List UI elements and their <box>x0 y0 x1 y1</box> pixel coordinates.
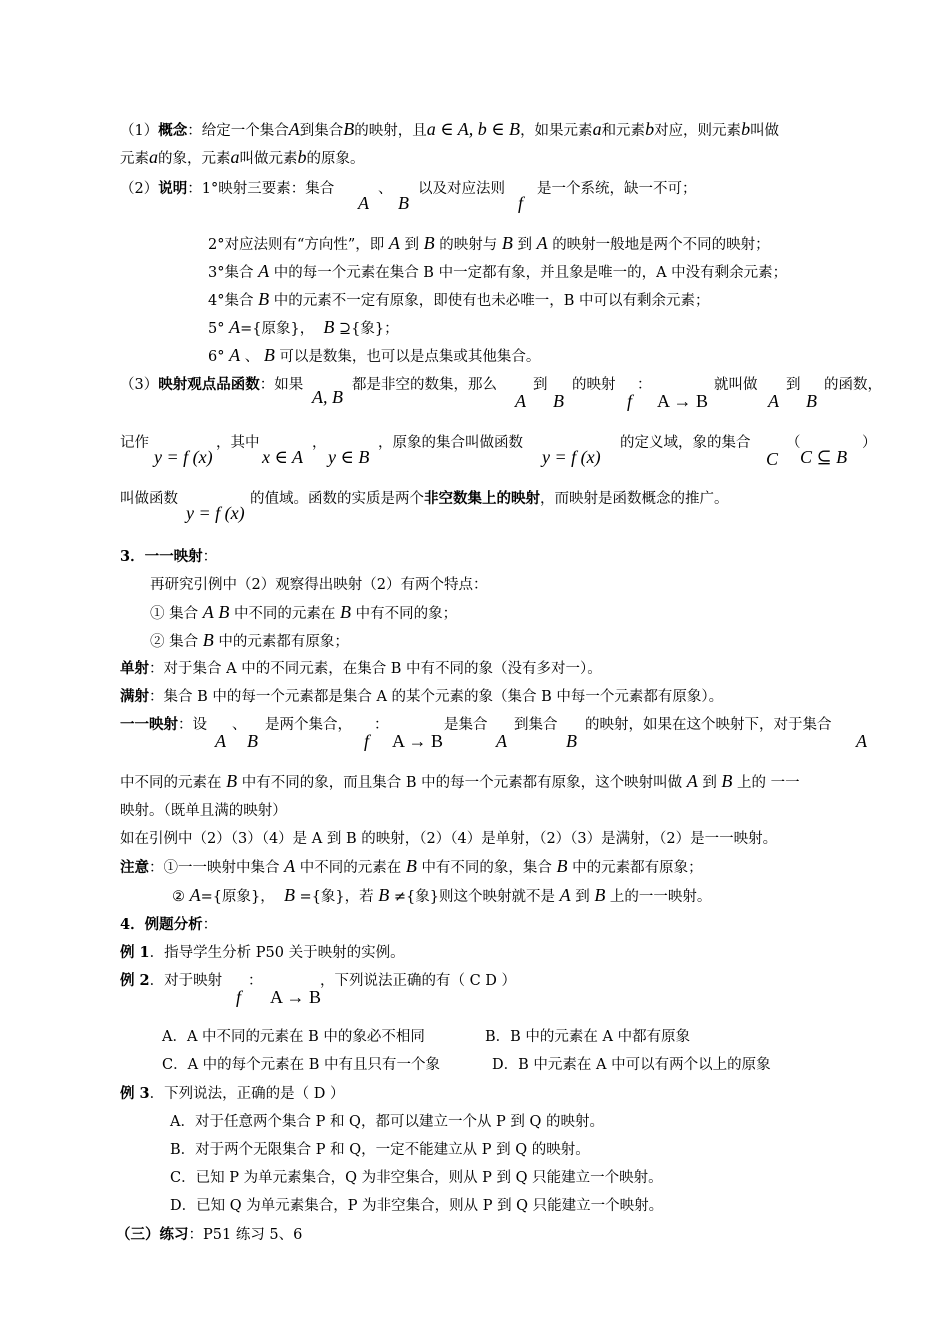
text: ， <box>312 435 327 451</box>
text: ： <box>637 377 652 393</box>
text: ={原象}， <box>200 889 275 905</box>
text: 上的 一一 <box>737 775 800 791</box>
text: ，如果元素 <box>520 123 593 139</box>
concept-line-1 <box>120 118 779 142</box>
text: ．下列说法，正确的是（ D ） <box>149 1086 345 1102</box>
text: 的映射，且 <box>354 123 427 139</box>
heading: 单射 <box>120 660 149 677</box>
explain-line-1 <box>120 178 334 200</box>
text: ：集合 B 中的每一个元素都是集合 A 的某个元素的象（集合 B 中每一个元素都有原象）。 <box>149 689 724 705</box>
text: ．对于映射 <box>149 973 223 989</box>
text: 、 <box>378 181 393 197</box>
math-A: A <box>288 119 300 139</box>
math-B: B <box>566 731 577 751</box>
label: （2） <box>120 181 159 197</box>
math-subset: C ⊆ B <box>800 447 848 467</box>
heading: 3．一一映射 <box>120 548 203 565</box>
text: ，下列说法正确的有（ C D ） <box>320 973 517 989</box>
math-B: B <box>501 233 513 253</box>
heading: 概念 <box>158 122 188 139</box>
explain-point-2 <box>208 232 770 256</box>
text: ，原象的集合叫做函数 <box>378 435 523 451</box>
math-B: B <box>258 289 270 309</box>
text: 的映射与 <box>439 237 498 253</box>
text: 的原象。 <box>306 151 365 167</box>
math-function: y = f (x) <box>542 447 601 467</box>
section-3-title <box>120 546 217 568</box>
math-B: B <box>263 345 275 365</box>
example-2-start <box>120 970 222 992</box>
text: ≠{象}则这个映射就不是 <box>393 889 555 905</box>
text: ： <box>202 549 218 565</box>
text: ：给定一个集合 <box>187 123 289 139</box>
text: 的映射 <box>572 377 616 393</box>
text: 到 <box>702 775 717 791</box>
text: 叫做函数 <box>120 491 178 507</box>
example-3 <box>120 1083 344 1105</box>
math-f: f <box>627 391 633 411</box>
heading: 4．例题分析 <box>120 916 203 933</box>
math-B: B <box>323 317 335 337</box>
text: 的映射一般地是两个不同的映射； <box>552 237 770 253</box>
option-D: D．B 中元素在 A 中可以有两个以上的原象 <box>492 1057 771 1073</box>
explain-point-4 <box>208 288 709 312</box>
math-A: A <box>856 731 867 751</box>
text: ={原象}， <box>240 321 315 337</box>
section-4-title <box>120 914 217 936</box>
text: 是两个集合， <box>265 717 352 733</box>
text: 叫做 <box>750 123 780 139</box>
math-B: B <box>283 885 295 905</box>
math-B: B <box>405 856 417 876</box>
math-domain-element: x ∈ A <box>262 447 303 467</box>
heading: 映射观点品函数 <box>158 376 260 393</box>
text: 中不同的元素在 <box>233 606 336 622</box>
injection-def <box>120 658 602 680</box>
math-B: B <box>806 391 817 411</box>
math-A: A <box>388 233 400 253</box>
text: 6° <box>208 349 225 365</box>
text: 的函数， <box>824 377 882 393</box>
text: 5° <box>208 321 225 337</box>
heading: 说明 <box>158 180 188 197</box>
text: 都是非空的数集，那么 <box>352 377 497 393</box>
math-B: B <box>247 731 258 751</box>
text: 上的一一映射。 <box>609 889 712 905</box>
text: 对应，则元素 <box>654 123 742 139</box>
text: 到 <box>533 377 548 393</box>
math-B: B <box>721 771 733 791</box>
heading: 一一映射 <box>120 716 178 733</box>
math-A: A <box>229 345 241 365</box>
text: ： <box>248 973 263 989</box>
math-B: B <box>218 602 230 622</box>
math-b: b <box>297 147 307 167</box>
text: 到 <box>575 889 590 905</box>
function-line-1-start <box>120 374 303 396</box>
text: 中的元素都有原象； <box>572 860 703 876</box>
text: 中有不同的象； <box>355 606 458 622</box>
math-A: A <box>189 885 201 905</box>
text: ⊇{象}； <box>339 321 399 337</box>
math-B: B <box>378 885 390 905</box>
text: ② 集合 <box>150 634 199 650</box>
text: 到 <box>404 237 420 253</box>
math-A: A <box>202 602 214 622</box>
math-A: A <box>515 391 526 411</box>
math-f: f <box>518 193 524 213</box>
math-C: C <box>766 449 779 469</box>
math-b: b <box>645 119 655 139</box>
math-mapping: A → B <box>270 987 322 1007</box>
math-A: A <box>536 233 548 253</box>
text: 就叫做 <box>714 377 758 393</box>
math-f: f <box>364 731 370 751</box>
heading: 注意 <box>120 859 149 876</box>
emphasis: 非空数集上的映射 <box>424 490 540 507</box>
text: ，而映射是函数概念的推广。 <box>540 491 729 507</box>
text: 可以是数集，也可以是点集或其他集合。 <box>279 349 541 365</box>
text: ② <box>172 889 185 905</box>
explain-point-5 <box>208 316 399 340</box>
text: 元素 <box>120 151 149 167</box>
text: ．指导学生分析 P50 关于映射的实例。 <box>149 945 405 961</box>
math-A: A <box>559 885 571 905</box>
text: 的定义域，象的集合 <box>620 435 751 451</box>
math-A: A <box>496 731 507 751</box>
text: 、 <box>232 717 247 733</box>
math-AB: A, B <box>312 387 343 407</box>
feature-2 <box>150 629 349 653</box>
text: ：1°映射三要素：集合 <box>187 181 335 197</box>
paragraph: 再研究引例中（2）观察得出映射（2）有两个特点： <box>150 577 488 593</box>
text: 中的元素不一定有原象，即使有也未必唯一，B 中可以有剩余元素； <box>273 293 710 309</box>
text: 4°集合 <box>208 293 254 309</box>
math-mapping: A → B <box>657 391 709 411</box>
text: 中不同的元素在 <box>299 860 402 876</box>
note-line-2 <box>172 884 711 908</box>
text: ： <box>374 717 389 733</box>
text: 3°集合 <box>208 265 254 281</box>
text: 中有不同的象，而且集合 B 中的每一个元素都有原象，这个映射叫做 <box>241 775 683 791</box>
heading: 例 2 <box>120 972 150 989</box>
option-A: A．A 中不同的元素在 B 中的象必不相同 <box>162 1029 425 1045</box>
math-B: B <box>202 630 214 650</box>
text: ：①一一映射中集合 <box>149 860 280 876</box>
math-a: a <box>592 119 602 139</box>
math-range-element: y ∈ B <box>328 447 370 467</box>
text: 中的元素都有原象； <box>218 634 349 650</box>
math-mapping: A → B <box>392 731 444 751</box>
math-condition: a ∈ A, b ∈ B <box>426 119 521 139</box>
text: 和元素 <box>601 123 646 139</box>
option-B: B．对于两个无限集合 P 和 Q，一定不能建立从 P 到 Q 的映射。 <box>170 1142 590 1158</box>
bijection-def-start <box>120 714 207 736</box>
text: ：对于集合 A 中的不同元素，在集合 B 中有不同的象（没有多对一）。 <box>149 661 602 677</box>
math-function: y = f (x) <box>154 447 213 467</box>
heading: 满射 <box>120 688 149 705</box>
text: ） <box>862 435 877 451</box>
math-B: B <box>398 193 409 213</box>
text: 以及对应法则 <box>418 181 505 197</box>
text: 、 <box>244 349 260 365</box>
label: （3） <box>120 377 159 393</box>
option-C: C．已知 P 为单元素集合，Q 为非空集合，则从 P 到 Q 只能建立一个映射。 <box>170 1170 663 1186</box>
math-A: A <box>284 856 296 876</box>
math-A: A <box>358 193 369 213</box>
option-B: B．B 中的元素在 A 中都有原象 <box>485 1029 691 1045</box>
math-A: A <box>768 391 779 411</box>
text: ：设 <box>178 717 207 733</box>
text: 中的每一个元素在集合 B 中一定都有象，并且象是唯一的，A 中没有剩余元素； <box>273 265 788 281</box>
text: 到集合 <box>299 123 344 139</box>
function-line-3 <box>250 488 729 510</box>
text: ： <box>202 917 218 933</box>
text: 的象，元素 <box>158 151 231 167</box>
text: ：如果 <box>259 377 304 393</box>
text: 中不同的元素在 <box>120 775 222 791</box>
math-A: A <box>686 771 698 791</box>
math-B: B <box>423 233 435 253</box>
math-B: B <box>226 771 238 791</box>
math-B: B <box>553 391 564 411</box>
option-A: A．对于任意两个集合 P 和 Q，都可以建立一个从 P 到 Q 的映射。 <box>170 1114 605 1130</box>
math-a: a <box>230 147 240 167</box>
text: （ <box>786 435 801 451</box>
text: ={象}，若 <box>299 889 374 905</box>
text: 叫做元素 <box>239 151 298 167</box>
math-A: A <box>215 731 226 751</box>
math-B: B <box>594 885 606 905</box>
text: 到集合 <box>514 717 558 733</box>
heading: 例 3 <box>120 1085 150 1102</box>
option-C: C．A 中的每个元素在 B 中有且只有一个象 <box>162 1057 441 1073</box>
math-A: A <box>258 261 270 281</box>
text: ，其中 <box>216 435 260 451</box>
feature-1 <box>150 601 457 625</box>
text: 到 <box>517 237 532 253</box>
example-text: 如在引例中（2）（3）（4）是 A 到 B 的映射，（2）（4）是单射，（2）（3）是满射，（2）是一一映射。 <box>120 831 778 847</box>
text: 是集合 <box>444 717 488 733</box>
explain-point-3 <box>208 260 787 284</box>
surjection-def <box>120 686 723 708</box>
math-f: f <box>236 987 242 1007</box>
practice-line <box>116 1224 302 1246</box>
example-1 <box>120 942 405 964</box>
note-line-1 <box>120 855 703 879</box>
text: ：P51 练习 5、6 <box>188 1227 303 1243</box>
concept-line-2 <box>120 146 365 170</box>
bijection-def-line-2 <box>120 770 800 794</box>
text: 的映射，如果在这个映射下，对于集合 <box>585 717 832 733</box>
text: 中有不同的象，集合 <box>421 860 552 876</box>
bijection-def-line-3: 映射。（既单且满的映射） <box>120 803 287 819</box>
text: 是一个系统，缺一不可； <box>537 181 697 197</box>
explain-point-6 <box>208 344 540 368</box>
text: ① 集合 <box>150 606 199 622</box>
heading: 例 1 <box>120 944 150 961</box>
math-B: B <box>343 119 355 139</box>
text: 记作 <box>120 435 149 451</box>
label: （1） <box>120 123 159 139</box>
option-D: D．已知 Q 为单元素集合，P 为非空集合，则从 P 到 Q 只能建立一个映射。 <box>170 1198 664 1214</box>
math-B: B <box>556 856 568 876</box>
heading: （三）练习 <box>116 1226 189 1243</box>
text: 的值域。函数的实质是两个 <box>250 491 424 507</box>
math-b: b <box>741 119 751 139</box>
math-A: A <box>229 317 241 337</box>
math-B: B <box>340 602 352 622</box>
text: 到 <box>786 377 801 393</box>
math-a: a <box>149 147 158 167</box>
math-function: y = f (x) <box>186 503 245 523</box>
text: 2°对应法则有“方向性”，即 <box>208 237 385 253</box>
